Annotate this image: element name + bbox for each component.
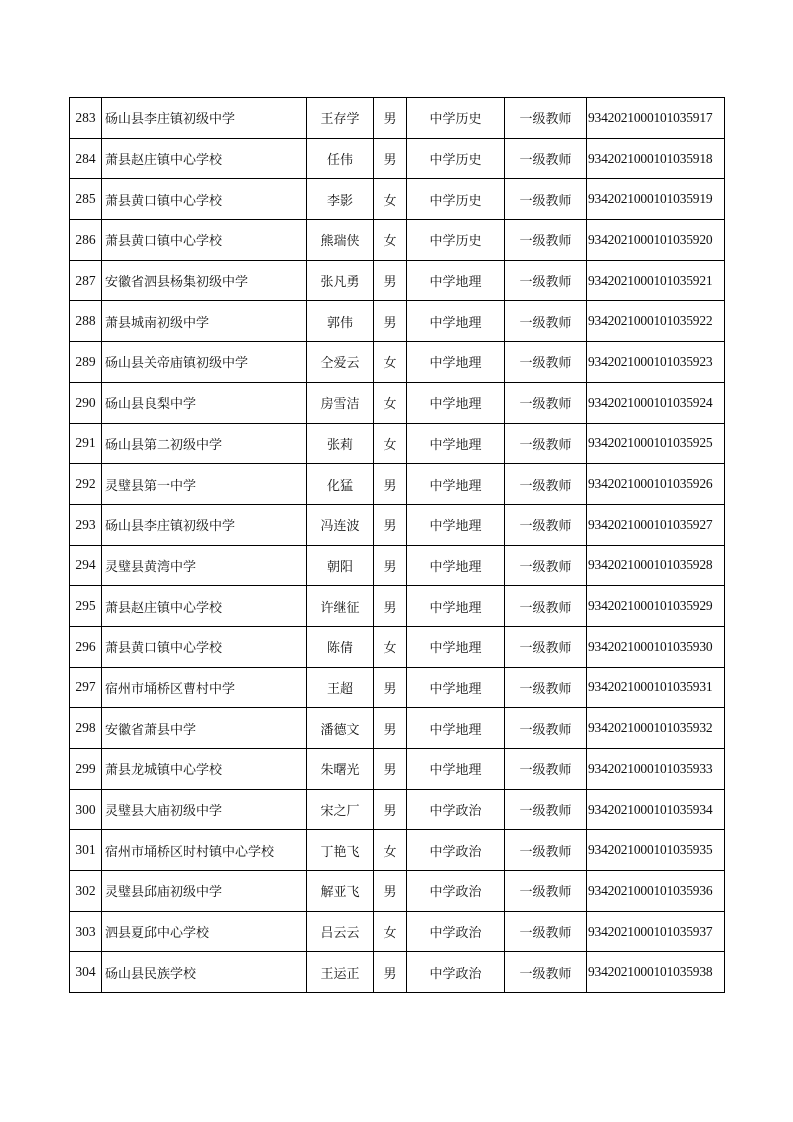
table-row <box>70 911 725 952</box>
row-number-cell: 296 <box>70 626 102 667</box>
gender-cell: 女 <box>374 220 407 261</box>
professional-title-cell: 一级教师 <box>505 667 587 708</box>
subject-cell: 中学地理 <box>407 504 505 545</box>
school-name-cell: 灵璧县第一中学 <box>102 464 307 505</box>
row-number-cell: 299 <box>70 749 102 790</box>
teacher-name-cell: 朝阳 <box>307 545 374 586</box>
school-name-cell: 安徽省萧县中学 <box>102 708 307 749</box>
school-name-cell: 砀山县民族学校 <box>102 952 307 993</box>
professional-title-cell: 一级教师 <box>505 952 587 993</box>
gender-cell: 男 <box>374 667 407 708</box>
table-row <box>70 98 725 139</box>
gender-cell: 男 <box>374 871 407 912</box>
school-name-cell: 砀山县李庄镇初级中学 <box>102 504 307 545</box>
gender-cell: 女 <box>374 830 407 871</box>
gender-cell: 女 <box>374 179 407 220</box>
teacher-name-cell: 陈倩 <box>307 626 374 667</box>
professional-title-cell: 一级教师 <box>505 301 587 342</box>
professional-title-cell: 一级教师 <box>505 382 587 423</box>
teacher-name-cell: 丁艳飞 <box>307 830 374 871</box>
row-number-cell: 292 <box>70 464 102 505</box>
teacher-name-cell: 解亚飞 <box>307 871 374 912</box>
row-number-cell: 298 <box>70 708 102 749</box>
teacher-name-cell: 宋之厂 <box>307 789 374 830</box>
professional-title-cell: 一级教师 <box>505 423 587 464</box>
school-name-cell: 萧县城南初级中学 <box>102 301 307 342</box>
table-row <box>70 220 725 261</box>
professional-title-cell: 一级教师 <box>505 830 587 871</box>
table-row <box>70 667 725 708</box>
professional-title-cell: 一级教师 <box>505 545 587 586</box>
table-row <box>70 708 725 749</box>
gender-cell: 男 <box>374 586 407 627</box>
certificate-number-cell: 9342021000101035937 <box>587 911 725 952</box>
school-name-cell: 灵璧县邱庙初级中学 <box>102 871 307 912</box>
table-row <box>70 138 725 179</box>
certificate-number-cell: 9342021000101035927 <box>587 504 725 545</box>
certificate-number-cell: 9342021000101035918 <box>587 138 725 179</box>
subject-cell: 中学地理 <box>407 464 505 505</box>
row-number-cell: 289 <box>70 342 102 383</box>
school-name-cell: 灵璧县黄湾中学 <box>102 545 307 586</box>
subject-cell: 中学地理 <box>407 382 505 423</box>
gender-cell: 男 <box>374 708 407 749</box>
gender-cell: 男 <box>374 749 407 790</box>
school-name-cell: 宿州市埇桥区曹村中学 <box>102 667 307 708</box>
table-row <box>70 749 725 790</box>
row-number-cell: 288 <box>70 301 102 342</box>
certificate-number-cell: 9342021000101035936 <box>587 871 725 912</box>
certificate-number-cell: 9342021000101035923 <box>587 342 725 383</box>
row-number-cell: 304 <box>70 952 102 993</box>
gender-cell: 男 <box>374 545 407 586</box>
teacher-name-cell: 王超 <box>307 667 374 708</box>
gender-cell: 女 <box>374 342 407 383</box>
teacher-name-cell: 任伟 <box>307 138 374 179</box>
subject-cell: 中学地理 <box>407 667 505 708</box>
table-row <box>70 464 725 505</box>
table-row <box>70 301 725 342</box>
gender-cell: 女 <box>374 423 407 464</box>
table-row <box>70 789 725 830</box>
certificate-number-cell: 9342021000101035922 <box>587 301 725 342</box>
row-number-cell: 294 <box>70 545 102 586</box>
gender-cell: 男 <box>374 260 407 301</box>
gender-cell: 女 <box>374 626 407 667</box>
gender-cell: 男 <box>374 138 407 179</box>
subject-cell: 中学政治 <box>407 789 505 830</box>
row-number-cell: 293 <box>70 504 102 545</box>
certificate-number-cell: 9342021000101035924 <box>587 382 725 423</box>
professional-title-cell: 一级教师 <box>505 708 587 749</box>
professional-title-cell: 一级教师 <box>505 911 587 952</box>
table-row <box>70 342 725 383</box>
teacher-name-cell: 李影 <box>307 179 374 220</box>
gender-cell: 男 <box>374 301 407 342</box>
school-name-cell: 安徽省泗县杨集初级中学 <box>102 260 307 301</box>
table-row <box>70 586 725 627</box>
school-name-cell: 砀山县良梨中学 <box>102 382 307 423</box>
subject-cell: 中学地理 <box>407 749 505 790</box>
certificate-number-cell: 9342021000101035930 <box>587 626 725 667</box>
school-name-cell: 萧县黄口镇中心学校 <box>102 179 307 220</box>
table-row <box>70 871 725 912</box>
gender-cell: 男 <box>374 952 407 993</box>
school-name-cell: 泗县夏邱中心学校 <box>102 911 307 952</box>
row-number-cell: 284 <box>70 138 102 179</box>
professional-title-cell: 一级教师 <box>505 626 587 667</box>
certificate-number-cell: 9342021000101035917 <box>587 98 725 139</box>
teacher-name-cell: 郭伟 <box>307 301 374 342</box>
subject-cell: 中学地理 <box>407 545 505 586</box>
certificate-number-cell: 9342021000101035926 <box>587 464 725 505</box>
row-number-cell: 287 <box>70 260 102 301</box>
professional-title-cell: 一级教师 <box>505 789 587 830</box>
school-name-cell: 砀山县李庄镇初级中学 <box>102 98 307 139</box>
school-name-cell: 萧县黄口镇中心学校 <box>102 220 307 261</box>
subject-cell: 中学历史 <box>407 220 505 261</box>
gender-cell: 男 <box>374 464 407 505</box>
table-row <box>70 830 725 871</box>
table-row <box>70 504 725 545</box>
teacher-name-cell: 朱曙光 <box>307 749 374 790</box>
subject-cell: 中学地理 <box>407 260 505 301</box>
professional-title-cell: 一级教师 <box>505 98 587 139</box>
school-name-cell: 萧县龙城镇中心学校 <box>102 749 307 790</box>
row-number-cell: 302 <box>70 871 102 912</box>
professional-title-cell: 一级教师 <box>505 504 587 545</box>
teacher-list-table <box>69 97 725 993</box>
teacher-name-cell: 房雪洁 <box>307 382 374 423</box>
row-number-cell: 295 <box>70 586 102 627</box>
professional-title-cell: 一级教师 <box>505 871 587 912</box>
subject-cell: 中学历史 <box>407 138 505 179</box>
teacher-name-cell: 潘德文 <box>307 708 374 749</box>
table-row <box>70 382 725 423</box>
row-number-cell: 297 <box>70 667 102 708</box>
subject-cell: 中学历史 <box>407 179 505 220</box>
professional-title-cell: 一级教师 <box>505 342 587 383</box>
table-row <box>70 260 725 301</box>
school-name-cell: 萧县赵庄镇中心学校 <box>102 586 307 627</box>
subject-cell: 中学地理 <box>407 342 505 383</box>
subject-cell: 中学政治 <box>407 952 505 993</box>
professional-title-cell: 一级教师 <box>505 586 587 627</box>
certificate-number-cell: 9342021000101035921 <box>587 260 725 301</box>
teacher-name-cell: 王存学 <box>307 98 374 139</box>
certificate-number-cell: 9342021000101035934 <box>587 789 725 830</box>
subject-cell: 中学地理 <box>407 423 505 464</box>
teacher-name-cell: 许继征 <box>307 586 374 627</box>
professional-title-cell: 一级教师 <box>505 220 587 261</box>
school-name-cell: 萧县黄口镇中心学校 <box>102 626 307 667</box>
teacher-name-cell: 张凡勇 <box>307 260 374 301</box>
teacher-name-cell: 冯连波 <box>307 504 374 545</box>
row-number-cell: 303 <box>70 911 102 952</box>
certificate-number-cell: 9342021000101035925 <box>587 423 725 464</box>
teacher-name-cell: 熊瑞侠 <box>307 220 374 261</box>
row-number-cell: 286 <box>70 220 102 261</box>
table-row <box>70 626 725 667</box>
subject-cell: 中学地理 <box>407 586 505 627</box>
school-name-cell: 砀山县关帝庙镇初级中学 <box>102 342 307 383</box>
school-name-cell: 砀山县第二初级中学 <box>102 423 307 464</box>
table-body <box>70 98 725 993</box>
professional-title-cell: 一级教师 <box>505 464 587 505</box>
certificate-number-cell: 9342021000101035929 <box>587 586 725 627</box>
professional-title-cell: 一级教师 <box>505 138 587 179</box>
table-row <box>70 545 725 586</box>
gender-cell: 女 <box>374 382 407 423</box>
subject-cell: 中学政治 <box>407 871 505 912</box>
certificate-number-cell: 9342021000101035931 <box>587 667 725 708</box>
row-number-cell: 300 <box>70 789 102 830</box>
subject-cell: 中学地理 <box>407 708 505 749</box>
certificate-number-cell: 9342021000101035938 <box>587 952 725 993</box>
certificate-number-cell: 9342021000101035935 <box>587 830 725 871</box>
teacher-name-cell: 仝爱云 <box>307 342 374 383</box>
row-number-cell: 285 <box>70 179 102 220</box>
gender-cell: 女 <box>374 911 407 952</box>
table-row <box>70 179 725 220</box>
gender-cell: 男 <box>374 98 407 139</box>
certificate-number-cell: 9342021000101035920 <box>587 220 725 261</box>
row-number-cell: 290 <box>70 382 102 423</box>
certificate-number-cell: 9342021000101035932 <box>587 708 725 749</box>
school-name-cell: 萧县赵庄镇中心学校 <box>102 138 307 179</box>
subject-cell: 中学历史 <box>407 98 505 139</box>
subject-cell: 中学地理 <box>407 626 505 667</box>
gender-cell: 男 <box>374 504 407 545</box>
subject-cell: 中学地理 <box>407 301 505 342</box>
professional-title-cell: 一级教师 <box>505 749 587 790</box>
row-number-cell: 301 <box>70 830 102 871</box>
row-number-cell: 283 <box>70 98 102 139</box>
teacher-name-cell: 张莉 <box>307 423 374 464</box>
certificate-number-cell: 9342021000101035933 <box>587 749 725 790</box>
certificate-number-cell: 9342021000101035928 <box>587 545 725 586</box>
teacher-name-cell: 化猛 <box>307 464 374 505</box>
professional-title-cell: 一级教师 <box>505 260 587 301</box>
school-name-cell: 宿州市埇桥区时村镇中心学校 <box>102 830 307 871</box>
subject-cell: 中学政治 <box>407 911 505 952</box>
table-row <box>70 952 725 993</box>
school-name-cell: 灵璧县大庙初级中学 <box>102 789 307 830</box>
certificate-number-cell: 9342021000101035919 <box>587 179 725 220</box>
subject-cell: 中学政治 <box>407 830 505 871</box>
gender-cell: 男 <box>374 789 407 830</box>
teacher-name-cell: 吕云云 <box>307 911 374 952</box>
professional-title-cell: 一级教师 <box>505 179 587 220</box>
row-number-cell: 291 <box>70 423 102 464</box>
table-row <box>70 423 725 464</box>
teacher-name-cell: 王运正 <box>307 952 374 993</box>
